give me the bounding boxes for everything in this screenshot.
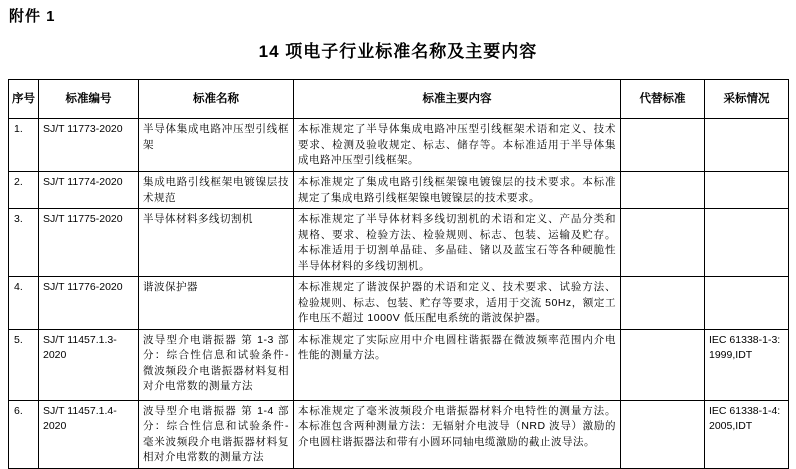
cell-adoption: IEC 61338-1-4:2005,IDT xyxy=(705,400,789,468)
cell-adoption xyxy=(705,119,789,172)
cell-content: 本标准规定了实际应用中介电圆柱谐振器在微波频率范围内介电性能的测量方法。 xyxy=(294,329,621,400)
cell-adoption: IEC 61338-1-3:1999,IDT xyxy=(705,329,789,400)
cell-name: 半导体材料多线切割机 xyxy=(139,209,294,277)
cell-replaced xyxy=(621,329,705,400)
header-cell-content: 标准主要内容 xyxy=(294,80,621,119)
cell-no: 6. xyxy=(9,400,39,468)
cell-adoption xyxy=(705,209,789,277)
standards-table xyxy=(8,79,789,469)
cell-replaced xyxy=(621,277,705,330)
cell-name: 半导体集成电路冲压型引线框架 xyxy=(139,119,294,172)
cell-no: 5. xyxy=(9,329,39,400)
cell-name: 集成电路引线框架电镀镍层技术规范 xyxy=(139,172,294,209)
table-row xyxy=(9,277,789,330)
header-cell-replaced: 代替标准 xyxy=(621,80,705,119)
cell-no: 4. xyxy=(9,277,39,330)
header-cell-name: 标准名称 xyxy=(139,80,294,119)
header-cell-code: 标准编号 xyxy=(39,80,139,119)
table-row xyxy=(9,329,789,400)
table-row xyxy=(9,119,789,172)
cell-no: 2. xyxy=(9,172,39,209)
cell-code: SJ/T 11774-2020 xyxy=(39,172,139,209)
cell-code: SJ/T 11457.1.4-2020 xyxy=(39,400,139,468)
header-cell-no: 序号 xyxy=(9,80,39,119)
cell-content: 本标准规定了半导体集成电路冲压型引线框架术语和定义、技术要求、检测及验收规定、标志、储存等。本标准适用于半导体集成电路冲压型引线框架。 xyxy=(294,119,621,172)
cell-code: SJ/T 11776-2020 xyxy=(39,277,139,330)
cell-replaced xyxy=(621,119,705,172)
table-row xyxy=(9,400,789,468)
cell-content: 本标准规定了半导体材料多线切割机的术语和定义、产品分类和规格、要求、检验方法、检验规则、标志、包装、运输及贮存。本标准适用于切割单晶硅、多晶硅、锗以及蓝宝石等各种硬脆性半导体材料的多线切割机。 xyxy=(294,209,621,277)
cell-name: 波导型介电谐振器 第 1-3 部分：综合性信息和试验条件-微波频段介电谐振器材料复相对介电常数的测量方法 xyxy=(139,329,294,400)
cell-content: 本标准规定了谐波保护器的术语和定义、技术要求、试验方法、检验规则、标志、包装、贮存等要求，适用于交流 50Hz，额定工作电压不超过 1000V 低压配电系统的谐波保护器。 xyxy=(294,277,621,330)
cell-replaced xyxy=(621,172,705,209)
cell-replaced xyxy=(621,400,705,468)
cell-name: 谐波保护器 xyxy=(139,277,294,330)
cell-replaced xyxy=(621,209,705,277)
attachment-label: 附件 1 xyxy=(9,8,56,25)
page-title: 14 项电子行业标准名称及主要内容 xyxy=(258,42,538,61)
cell-code: SJ/T 11457.1.3-2020 xyxy=(39,329,139,400)
cell-code: SJ/T 11775-2020 xyxy=(39,209,139,277)
cell-code: SJ/T 11773-2020 xyxy=(39,119,139,172)
cell-content: 本标准规定了集成电路引线框架镍电镀镍层的技术要求。本标准规定了集成电路引线框架镍电镀镍层的技术要求。 xyxy=(294,172,621,209)
cell-no: 1. xyxy=(9,119,39,172)
cell-content: 本标准规定了毫米波频段介电谐振器材料介电特性的测量方法。本标准包含两种测量方法：无辐射介电波导（NRD 波导）激励的介电圆柱谐振器法和带有小圆环同轴电缆激励的截止波导法。 xyxy=(294,400,621,468)
header-cell-adoption: 采标情况 xyxy=(705,80,789,119)
cell-no: 3. xyxy=(9,209,39,277)
cell-adoption xyxy=(705,277,789,330)
table-header-row xyxy=(9,80,789,119)
cell-adoption xyxy=(705,172,789,209)
table-row xyxy=(9,209,789,277)
cell-name: 波导型介电谐振器 第 1-4 部分：综合性信息和试验条件-毫米波频段介电谐振器材料复相对介电常数的测量方法 xyxy=(139,400,294,468)
table-row xyxy=(9,172,789,209)
